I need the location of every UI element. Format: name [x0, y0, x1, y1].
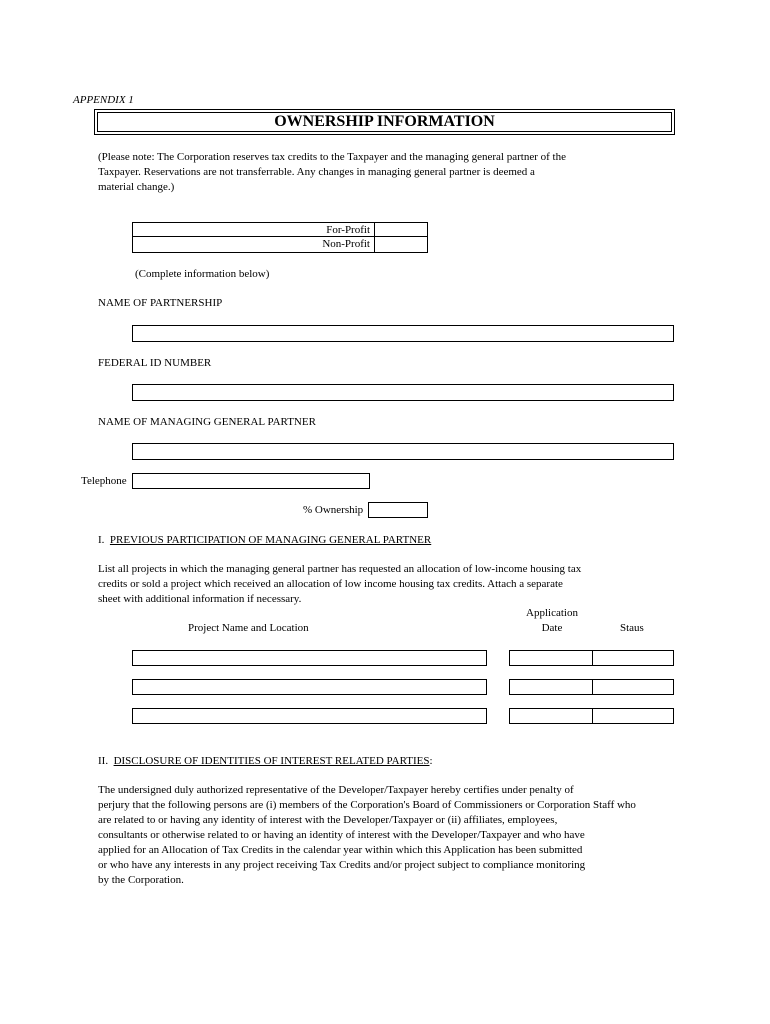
- note-line: (Please note: The Corporation reserves tax credits to the Taxpayer and the managing general partner of the: [98, 151, 566, 163]
- project-row-1-status[interactable]: [592, 650, 674, 666]
- for-profit-checkbox[interactable]: [375, 223, 427, 237]
- project-row-1-date[interactable]: [509, 650, 593, 666]
- note-line: material change.): [98, 181, 175, 193]
- note-paragraph: [98, 150, 566, 195]
- section2-line: consultants or otherwise related to or having an identity of interest with the Developer/Taxpayer and who have: [98, 829, 585, 841]
- project-row-3-name[interactable]: [132, 708, 487, 724]
- col-app-header-line1: Application: [526, 607, 578, 619]
- col-app-header-line2: Date: [541, 622, 563, 634]
- section1-line: List all projects in which the managing general partner has requested an allocation of low-income housing tax: [98, 563, 582, 575]
- section2-line: are related to or having any identity of interest with the Developer/Taxpayer or (ii) affiliates, employees,: [98, 814, 558, 826]
- section2-number: II.: [98, 755, 109, 767]
- for-profit-label: For-Profit: [133, 223, 375, 237]
- section2-line: The undersigned duly authorized representative of the Developer/Taxpayer hereby certifies under penalty of: [98, 784, 574, 796]
- col-status-header: Staus: [620, 622, 644, 634]
- col-project-header: Project Name and Location: [188, 622, 309, 634]
- section2-heading: [98, 754, 433, 769]
- federal-id-label: FEDERAL ID NUMBER: [98, 357, 212, 369]
- section1-title: PREVIOUS PARTICIPATION OF MANAGING GENERAL PARTNER: [109, 534, 432, 546]
- section2-line: applied for an Allocation of Tax Credits in the calendar year within which this Application has been submitted: [98, 844, 583, 856]
- section1-line: sheet with additional information if necessary.: [98, 593, 302, 605]
- section2-body: [98, 783, 636, 888]
- section2-line: perjury that the following persons are (i) members of the Corporation's Board of Commissioners or Corporation Staff who: [98, 799, 636, 811]
- project-row-1-name[interactable]: [132, 650, 487, 666]
- project-row-3-status[interactable]: [592, 708, 674, 724]
- managing-partner-field[interactable]: [132, 443, 674, 460]
- project-row-3-date[interactable]: [509, 708, 593, 724]
- appendix-label: APPENDIX 1: [73, 94, 134, 106]
- ownership-field[interactable]: [368, 502, 428, 518]
- project-row-2-name[interactable]: [132, 679, 487, 695]
- ownership-label: % Ownership: [303, 504, 364, 516]
- title-frame: [94, 109, 675, 135]
- section2-colon: :: [429, 755, 433, 767]
- partnership-name-label: NAME OF PARTNERSHIP: [98, 297, 223, 309]
- note-line: Taxpayer. Reservations are not transferrable. Any changes in managing general partner is deemed a: [98, 166, 535, 178]
- managing-partner-label: NAME OF MANAGING GENERAL PARTNER: [98, 416, 316, 428]
- section2-line: by the Corporation.: [98, 874, 184, 886]
- section1-number: I.: [98, 534, 105, 546]
- page-title: OWNERSHIP INFORMATION: [97, 112, 672, 132]
- section2-line: or who have any interests in any project receiving Tax Credits and/or project subject to compliance monitoring: [98, 859, 586, 871]
- complete-info-note: (Complete information below): [135, 268, 270, 280]
- federal-id-field[interactable]: [132, 384, 674, 401]
- section2-title: DISCLOSURE OF IDENTITIES OF INTEREST RELATED PARTIES: [113, 755, 430, 767]
- project-row-2-status[interactable]: [592, 679, 674, 695]
- telephone-field[interactable]: [132, 473, 370, 489]
- project-row-2-date[interactable]: [509, 679, 593, 695]
- section1-heading: [98, 533, 431, 548]
- section1-body: [98, 562, 581, 607]
- section1-line: credits or sold a project which received an allocation of low income housing tax credits. Attach a separate: [98, 578, 563, 590]
- partnership-name-field[interactable]: [132, 325, 674, 342]
- non-profit-checkbox[interactable]: [375, 237, 427, 252]
- entity-type-table: [132, 222, 428, 253]
- telephone-label: Telephone: [81, 475, 127, 487]
- non-profit-label: Non-Profit: [133, 237, 375, 252]
